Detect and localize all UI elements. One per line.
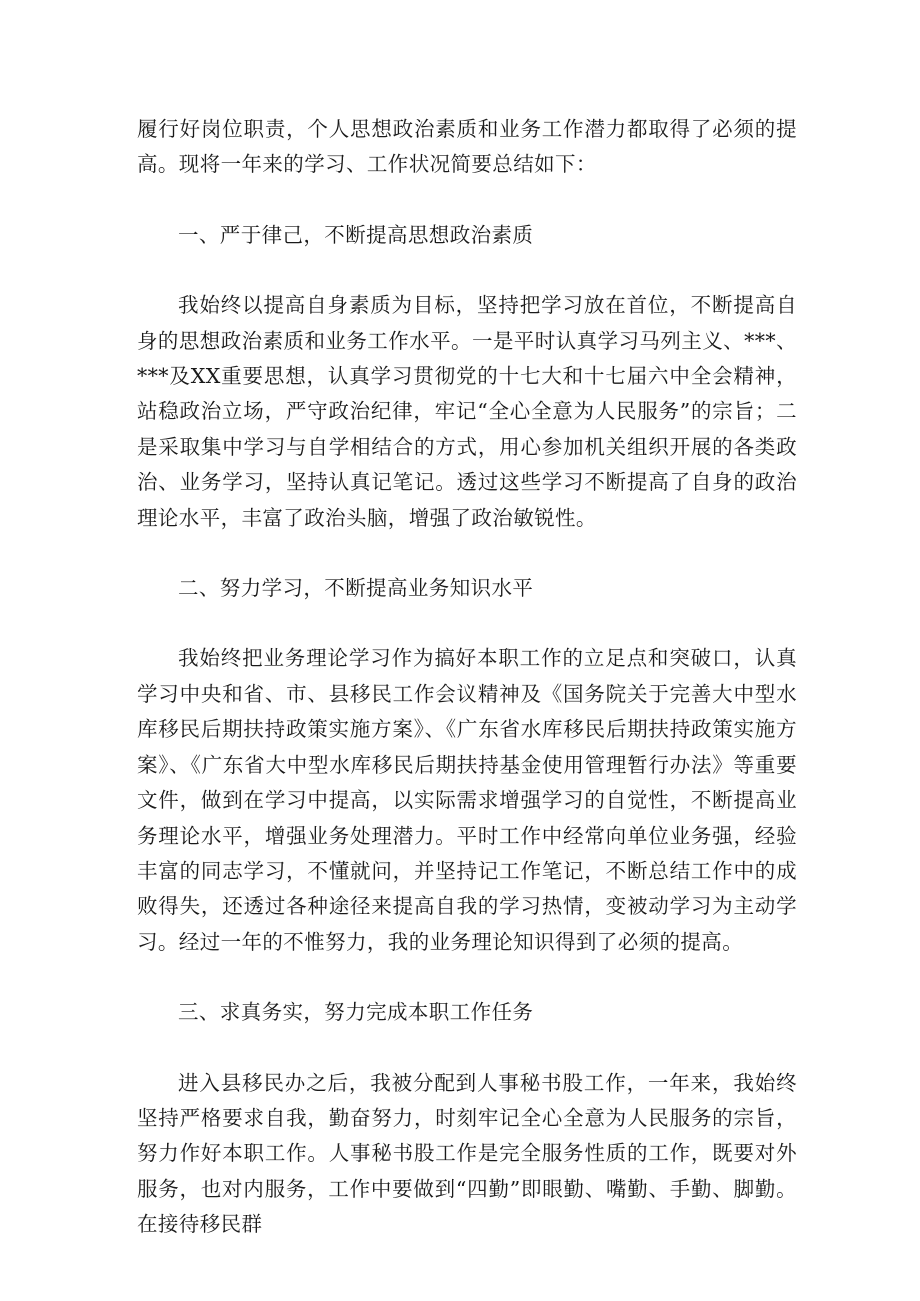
section-body-3: 进入县移民办之后，我被分配到人事秘书股工作，一年来，我始终坚持严格要求自我，勤奋努力，时刻牢记全心全意为人民服务的宗旨，努力作好本职工作。人事秘书股工作是完全服务性质的工作，既要对外服务，也对内服务，工作中要做到“四勤”即眼勤、嘴勤、手勤、脚勤。在接待移民群 <box>137 1070 797 1237</box>
section-body-2: 我始终把业务理论学习作为搞好本职工作的立足点和突破口，认真学习中央和省、市、县移民工作会议精神及《国务院关于完善大中型水库移民后期扶持政策实施方案》、《广东省水库移民后期扶持政策实施方案》、《广东省大中型水库移民后期扶持基金使用管理暂行办法》等重要文件，做到在学习中提高，以实际需求增强学习的自觉性，不断提高业务理论水平，增强业务处理潜力。平时工作中经常向单位业务强，经验丰富的同志学习，不懂就问，并坚持记工作笔记，不断总结工作中的成败得失，还透过各种途径来提高自我的学习热情，变被动学习为主动学习。经过一年的不惟努力，我的业务理论知识得到了必须的提高。 <box>137 646 797 954</box>
document-body <box>137 112 797 1243</box>
section-heading-1: 一、严于律己，不断提高思想政治素质 <box>178 222 534 247</box>
section-body-1: 我始终以提高自身素质为目标，坚持把学习放在首位，不断提高自身的思想政治素质和业务工作水平。一是平时认真学习马列主义、***、***及XX重要思想，认真学习贯彻党的十七大和十七届六中全会精神，站稳政治立场，严守政治纪律，牢记“全心全意为人民服务”的宗旨；二是采取集中学习与自学相结合的方式，用心参加机关组织开展的各类政治、业务学习，坚持认真记笔记。透过这些学习不断提高了自身的政治理论水平，丰富了政治头脑，增强了政治敏锐性。 <box>137 293 797 530</box>
section-heading-2: 二、努力学习，不断提高业务知识水平 <box>178 576 534 601</box>
intro-paragraph: 履行好岗位职责，个人思想政治素质和业务工作潜力都取得了必须的提高。现将一年来的学习、工作状况简要总结如下： <box>137 117 797 177</box>
section-heading-3: 三、求真务实，努力完成本职工作任务 <box>178 1000 534 1025</box>
